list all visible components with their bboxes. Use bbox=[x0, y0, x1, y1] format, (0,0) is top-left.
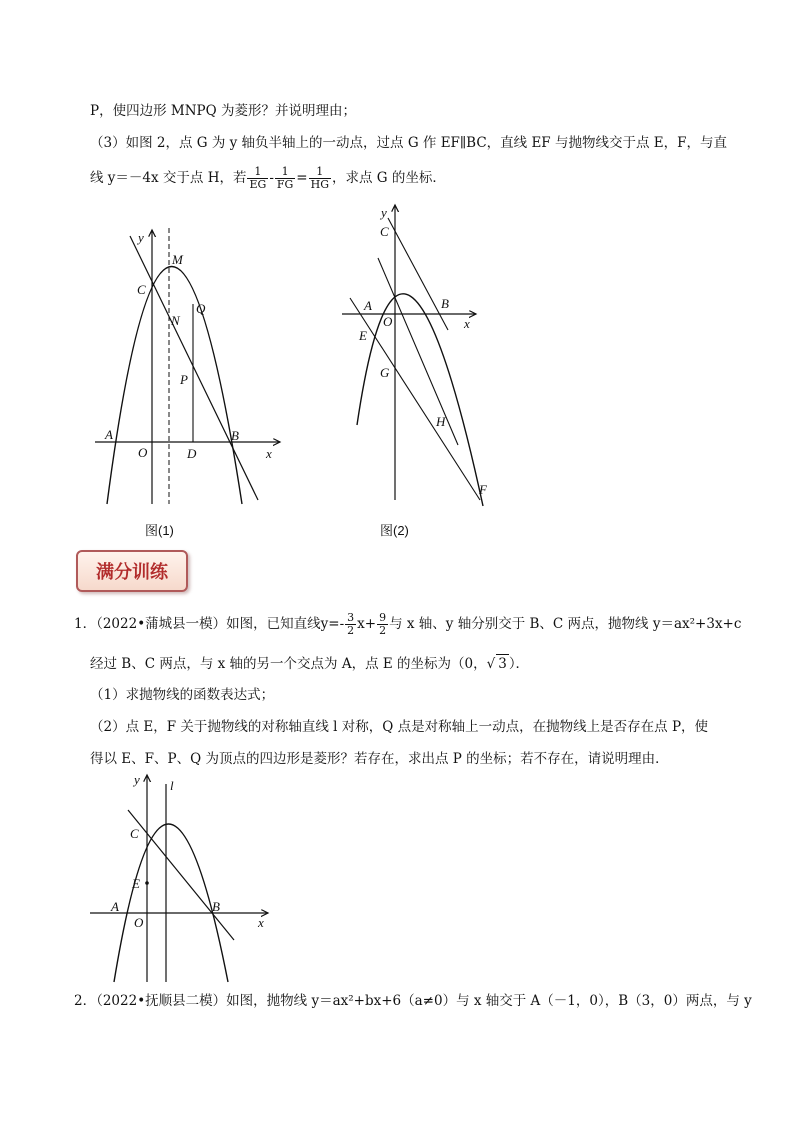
fraction-hg bbox=[309, 166, 331, 191]
numerator: 1 bbox=[247, 166, 268, 179]
point-e bbox=[145, 881, 149, 885]
label-y: y bbox=[138, 230, 144, 245]
problem-text-line: P，使四边形 MNPQ 为菱形？并说明理由； bbox=[90, 103, 356, 119]
label-o: O bbox=[138, 445, 148, 460]
figure-2-caption: 图(2) bbox=[380, 523, 409, 538]
label-x: x bbox=[258, 915, 264, 930]
denominator: FG bbox=[276, 178, 294, 191]
sqrt-value: 3 bbox=[498, 656, 507, 672]
label-l: l bbox=[170, 778, 174, 793]
text-segment: 与 x 轴、y 轴分别交于 B、C 两点，抛物线 y＝ax²+3x+c bbox=[389, 616, 742, 632]
text-segment: 线 y＝－4x 交于点 H，若 bbox=[90, 170, 247, 186]
text-segment: ）． bbox=[508, 656, 530, 672]
numerator: 9 bbox=[379, 611, 387, 624]
line-y-neg4x bbox=[378, 258, 458, 445]
denominator: EG bbox=[249, 178, 267, 191]
label-y: y bbox=[381, 205, 387, 220]
fraction-fg bbox=[275, 166, 295, 191]
fraction-eg bbox=[247, 166, 268, 191]
label-b: B bbox=[212, 899, 220, 914]
section-badge: 满分训练 bbox=[76, 550, 188, 592]
label-h: H bbox=[436, 414, 446, 429]
label-q: Q bbox=[196, 301, 206, 316]
numerator: 1 bbox=[275, 166, 295, 179]
label-a: A bbox=[105, 427, 113, 442]
label-e: E bbox=[132, 876, 140, 891]
label-c: C bbox=[380, 224, 389, 239]
line-ef bbox=[350, 298, 480, 500]
problem-text-line bbox=[90, 166, 446, 191]
line-bc bbox=[128, 810, 234, 940]
label-x: x bbox=[464, 316, 470, 331]
label-a: A bbox=[364, 298, 372, 313]
numerator: 1 bbox=[309, 166, 331, 179]
problem-text-line: （3）如图 2，点 G 为 y 轴负半轴上的一动点，过点 G 作 EF∥BC，直线 EF 与抛物线交于点 E，F，与直 bbox=[90, 135, 727, 151]
label-x: x bbox=[266, 446, 272, 461]
numerator: 3 bbox=[347, 611, 355, 624]
operator: = bbox=[296, 170, 308, 186]
line-bc bbox=[388, 218, 448, 330]
text-segment: y=- bbox=[320, 616, 345, 632]
label-p: P bbox=[180, 372, 188, 387]
parabola bbox=[107, 267, 242, 505]
fraction bbox=[377, 612, 388, 637]
label-b: B bbox=[441, 296, 449, 311]
label-d: D bbox=[187, 446, 197, 461]
label-o: O bbox=[134, 915, 144, 930]
denominator: 2 bbox=[347, 624, 355, 637]
operator: - bbox=[269, 170, 274, 186]
question-1-sub1: （1）求抛物线的函数表达式； bbox=[90, 687, 275, 703]
question-1-line bbox=[90, 654, 529, 673]
label-e: E bbox=[359, 328, 367, 343]
figure-2 bbox=[340, 200, 500, 512]
figure-1-caption: 图(1) bbox=[145, 523, 174, 538]
denominator: 2 bbox=[379, 624, 387, 637]
figure-1 bbox=[90, 222, 290, 512]
label-a: A bbox=[111, 899, 119, 914]
question-1-sub2b: 得以 E、F、P、Q 为顶点的四边形是菱形？若存在，求出点 P 的坐标；若不存在，请说明理由． bbox=[90, 751, 669, 767]
label-c: C bbox=[130, 826, 139, 841]
label-y: y bbox=[134, 772, 140, 787]
sqrt-symbol: √ bbox=[486, 656, 496, 672]
label-b: B bbox=[231, 428, 239, 443]
figure-3 bbox=[88, 770, 278, 985]
label-c: C bbox=[137, 282, 146, 297]
question-1-sub2: （2）点 E，F 关于抛物线的对称轴直线 l 对称，Q 点是对称轴上一动点，在抛物线上是否存在点 P，使 bbox=[90, 719, 709, 735]
label-n: N bbox=[171, 313, 180, 328]
fraction bbox=[345, 612, 356, 637]
label-f: F bbox=[479, 482, 487, 497]
text-segment: ，求点 G 的坐标． bbox=[332, 170, 446, 186]
label-m: M bbox=[172, 252, 183, 267]
question-2-line: 2．（2022•抚顺县二模）如图，抛物线 y＝ax²+bx+6（a≠0）与 x 轴交于 A（－1，0），B（3，0）两点，与 y bbox=[74, 993, 752, 1009]
label-o: O bbox=[383, 314, 393, 329]
text-segment: x+ bbox=[357, 616, 377, 632]
text-segment: 1．（2022•蒲城县一模）如图，已知直线 bbox=[74, 616, 321, 632]
parabola bbox=[114, 824, 228, 982]
text-segment: 经过 B、C 两点，与 x 轴的另一个交点为 A，点 E 的坐标为（0， bbox=[90, 656, 487, 672]
denominator: HG bbox=[310, 178, 329, 191]
question-1-line bbox=[74, 612, 741, 637]
label-g: G bbox=[380, 365, 390, 380]
